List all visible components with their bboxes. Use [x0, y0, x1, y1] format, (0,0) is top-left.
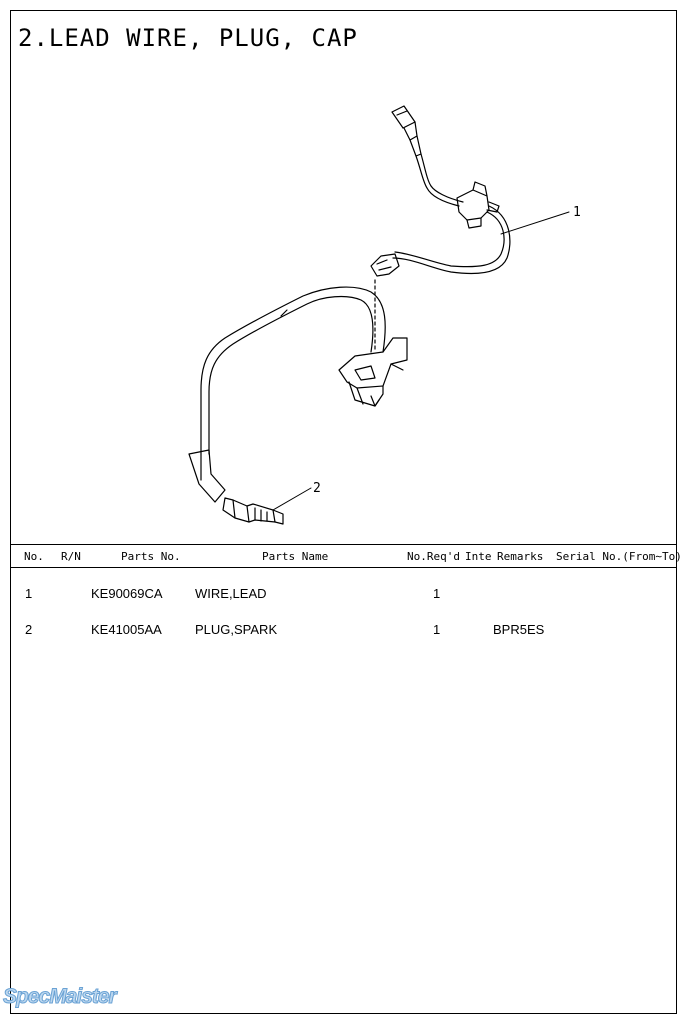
cell-parts-name: WIRE,LEAD	[195, 586, 267, 601]
table-row	[11, 586, 676, 608]
cell-parts-no: KE90069CA	[91, 586, 163, 601]
plug-boot	[189, 450, 225, 502]
table-top-rule	[11, 544, 676, 545]
cell-parts-no: KE41005AA	[91, 622, 162, 637]
cell-no: 2	[25, 622, 33, 637]
grommet	[457, 182, 499, 228]
col-header-inte: Inte	[465, 550, 492, 563]
callout-2: 2	[313, 481, 321, 496]
col-header-remarks: Remarks	[497, 550, 544, 563]
col-header-rn: R/N	[61, 550, 81, 563]
col-header-no: No.	[24, 550, 44, 563]
plug-cap	[371, 254, 399, 276]
col-header-serial: Serial No.(From∼To)	[556, 550, 682, 563]
cell-remarks: BPR5ES	[493, 622, 545, 637]
page-title: 2.LEAD WIRE, PLUG, CAP	[18, 24, 358, 52]
cell-req: 1	[433, 586, 441, 601]
callout-1: 1	[573, 205, 581, 220]
terminal-connector	[392, 106, 421, 156]
col-header-parts-no: Parts No.	[121, 550, 181, 563]
table-header-rule	[11, 567, 676, 568]
high-tension-cord	[201, 287, 385, 454]
ignition-coil	[339, 338, 407, 406]
col-header-req: No.Req'd	[407, 550, 460, 563]
watermark-logo: SpecMaister	[3, 985, 116, 1008]
cell-parts-name: PLUG,SPARK	[195, 622, 278, 637]
spark-plug	[223, 498, 283, 524]
lead-wire-loop	[393, 206, 510, 273]
col-header-parts-name: Parts Name	[262, 550, 329, 563]
cell-req: 1	[433, 622, 441, 637]
parts-diagram	[11, 70, 676, 540]
table-row	[11, 622, 676, 644]
cell-no: 1	[25, 586, 33, 601]
